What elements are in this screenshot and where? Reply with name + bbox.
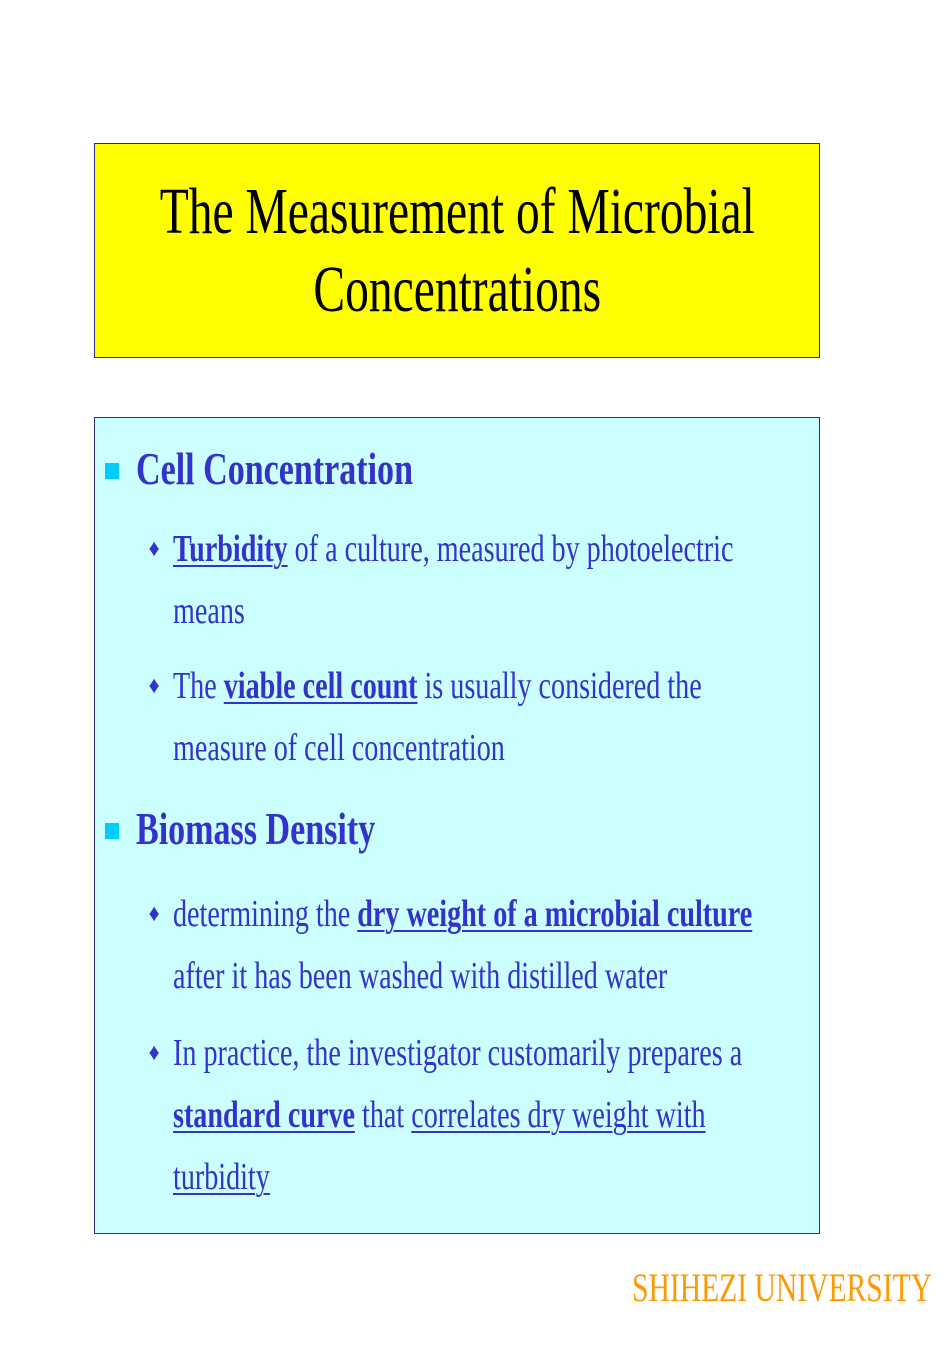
list-item-text	[173, 518, 733, 642]
text-segment: after it has been washed with distilled water	[173, 955, 668, 997]
term-turbidity: Turbidity	[173, 528, 288, 570]
slide-title	[159, 173, 754, 329]
diamond-bullet-icon: ♦	[148, 901, 160, 927]
diamond-bullet-icon: ♦	[148, 536, 160, 562]
underlined-phrase: turbidity	[173, 1156, 270, 1198]
list-item-line	[173, 945, 752, 1007]
text-segment: The	[173, 665, 224, 707]
text-segment: In practice, the investigator customarily prepares a	[173, 1032, 743, 1074]
square-bullet-icon	[105, 463, 119, 479]
text-segment: that	[355, 1094, 412, 1136]
list-item-text	[173, 1022, 742, 1208]
text-segment: measure of cell concentration	[173, 727, 505, 769]
slide-title-box	[94, 143, 820, 358]
section-heading-label: Cell Concentration	[136, 443, 414, 494]
list-item-text	[173, 655, 702, 779]
diamond-bullet-icon: ♦	[148, 1040, 160, 1066]
text-segment: determining the	[173, 893, 358, 935]
slide-title-line-1: The Measurement of Microbial	[159, 174, 755, 248]
section-heading-label: Biomass Density	[136, 803, 376, 854]
term-viable-cell-count: viable cell count	[223, 665, 418, 707]
term-standard-curve: standard curve	[173, 1094, 356, 1136]
list-item-line	[173, 580, 733, 642]
list-item-line	[173, 518, 733, 580]
slide-title-line-2: Concentrations	[313, 252, 601, 326]
list-item-line	[173, 655, 702, 717]
square-bullet-icon	[105, 823, 119, 839]
text-segment: of a culture, measured by photoelectric	[287, 528, 734, 570]
underlined-phrase: correlates dry weight with	[411, 1094, 706, 1136]
list-item-text	[173, 883, 752, 1007]
list-item-line	[173, 1084, 742, 1146]
list-item-line	[173, 1022, 742, 1084]
diamond-bullet-icon: ♦	[148, 673, 160, 699]
list-item-line	[173, 1146, 742, 1208]
text-segment: is usually considered the	[417, 665, 702, 707]
text-segment: means	[173, 590, 245, 632]
list-item-line	[173, 883, 752, 945]
term-dry-weight: dry weight of a microbial culture	[357, 893, 753, 935]
slide-content-box	[94, 417, 820, 1234]
footer-institution: SHIHEZI UNIVERSITY	[632, 1265, 933, 1310]
list-item-line	[173, 717, 702, 779]
